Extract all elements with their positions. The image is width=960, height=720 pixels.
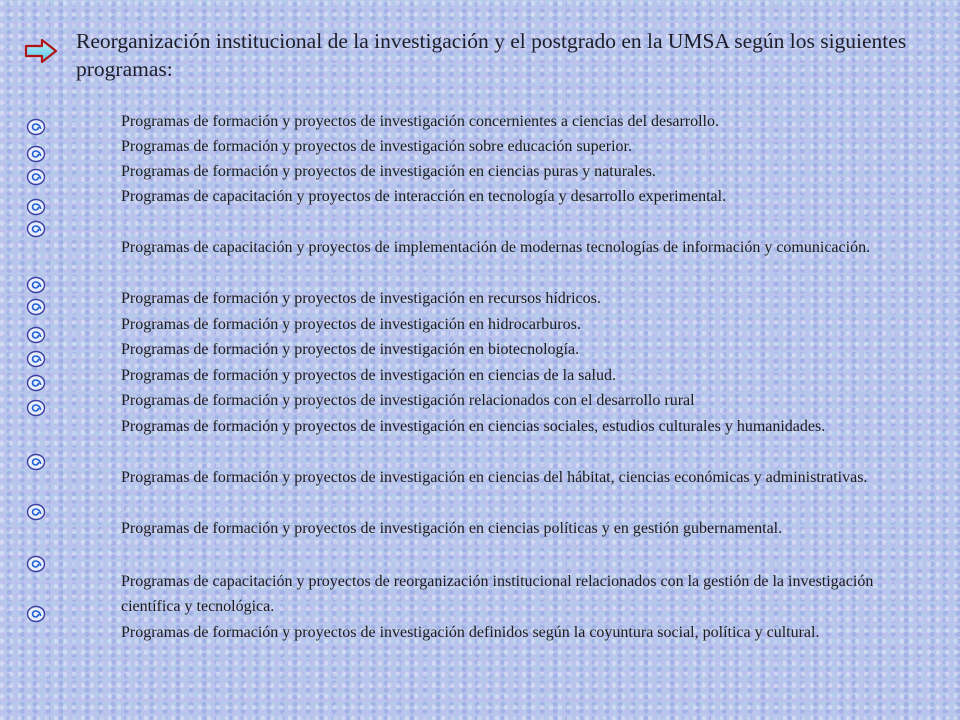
program-item: Programas de formación y proyectos de investigación definidos según la coyuntura social, política y cultural. xyxy=(121,624,820,641)
program-item: Programas de capacitación y proyectos de implementación de modernas tecnologías de información y comunicación. xyxy=(121,239,871,256)
program-item: Programas de formación y proyectos de investigación en biotecnología. xyxy=(121,341,580,358)
program-item: Programas de formación y proyectos de investigación en ciencias del hábitat, ciencias económicas y administrativas. xyxy=(121,469,868,486)
spiral-icon xyxy=(26,503,46,521)
spiral-icon xyxy=(26,118,46,136)
program-item: Programas de formación y proyectos de investigación en ciencias de la salud. xyxy=(121,367,616,384)
slide-title: Reorganización institucional de la investigación y el postgrado en la UMSA según los siguientes programas: xyxy=(76,29,907,81)
spiral-icon xyxy=(26,453,46,471)
spiral-icon xyxy=(26,605,46,623)
program-item: Programas de formación y proyectos de investigación concernientes a ciencias del desarrollo. xyxy=(121,113,719,130)
spiral-icon xyxy=(26,399,46,417)
program-item: Programas de capacitación y proyectos de interacción en tecnología y desarrollo experimental. xyxy=(121,188,727,205)
program-item: Programas de formación y proyectos de investigación en ciencias políticas y en gestión gubernamental. xyxy=(121,520,783,537)
spiral-icon xyxy=(26,374,46,392)
spiral-icon xyxy=(26,555,46,573)
program-item: Programas de formación y proyectos de investigación en ciencias puras y naturales. xyxy=(121,163,656,180)
spiral-icon xyxy=(26,168,46,186)
right-arrow-icon xyxy=(24,38,58,64)
spiral-icon xyxy=(26,145,46,163)
program-item: Programas de formación y proyectos de investigación sobre educación superior. xyxy=(121,138,632,155)
spiral-icon xyxy=(26,326,46,344)
program-item: Programas de formación y proyectos de investigación en recursos hídricos. xyxy=(121,290,601,307)
spiral-icon xyxy=(26,198,46,216)
program-item: Programas de formación y proyectos de investigación en ciencias sociales, estudios culturales y humanidades. xyxy=(121,418,826,435)
spiral-icon xyxy=(26,298,46,316)
spiral-icon xyxy=(26,220,46,238)
spiral-icon xyxy=(26,350,46,368)
program-item: Programas de formación y proyectos de investigación relacionados con el desarrollo rural xyxy=(121,392,695,409)
program-item: Programas de capacitación y proyectos de reorganización institucional relacionados con la gestión de la investigación científica y tecnológica. xyxy=(121,573,874,615)
spiral-icon xyxy=(26,276,46,294)
program-item: Programas de formación y proyectos de investigación en hidrocarburos. xyxy=(121,316,581,333)
